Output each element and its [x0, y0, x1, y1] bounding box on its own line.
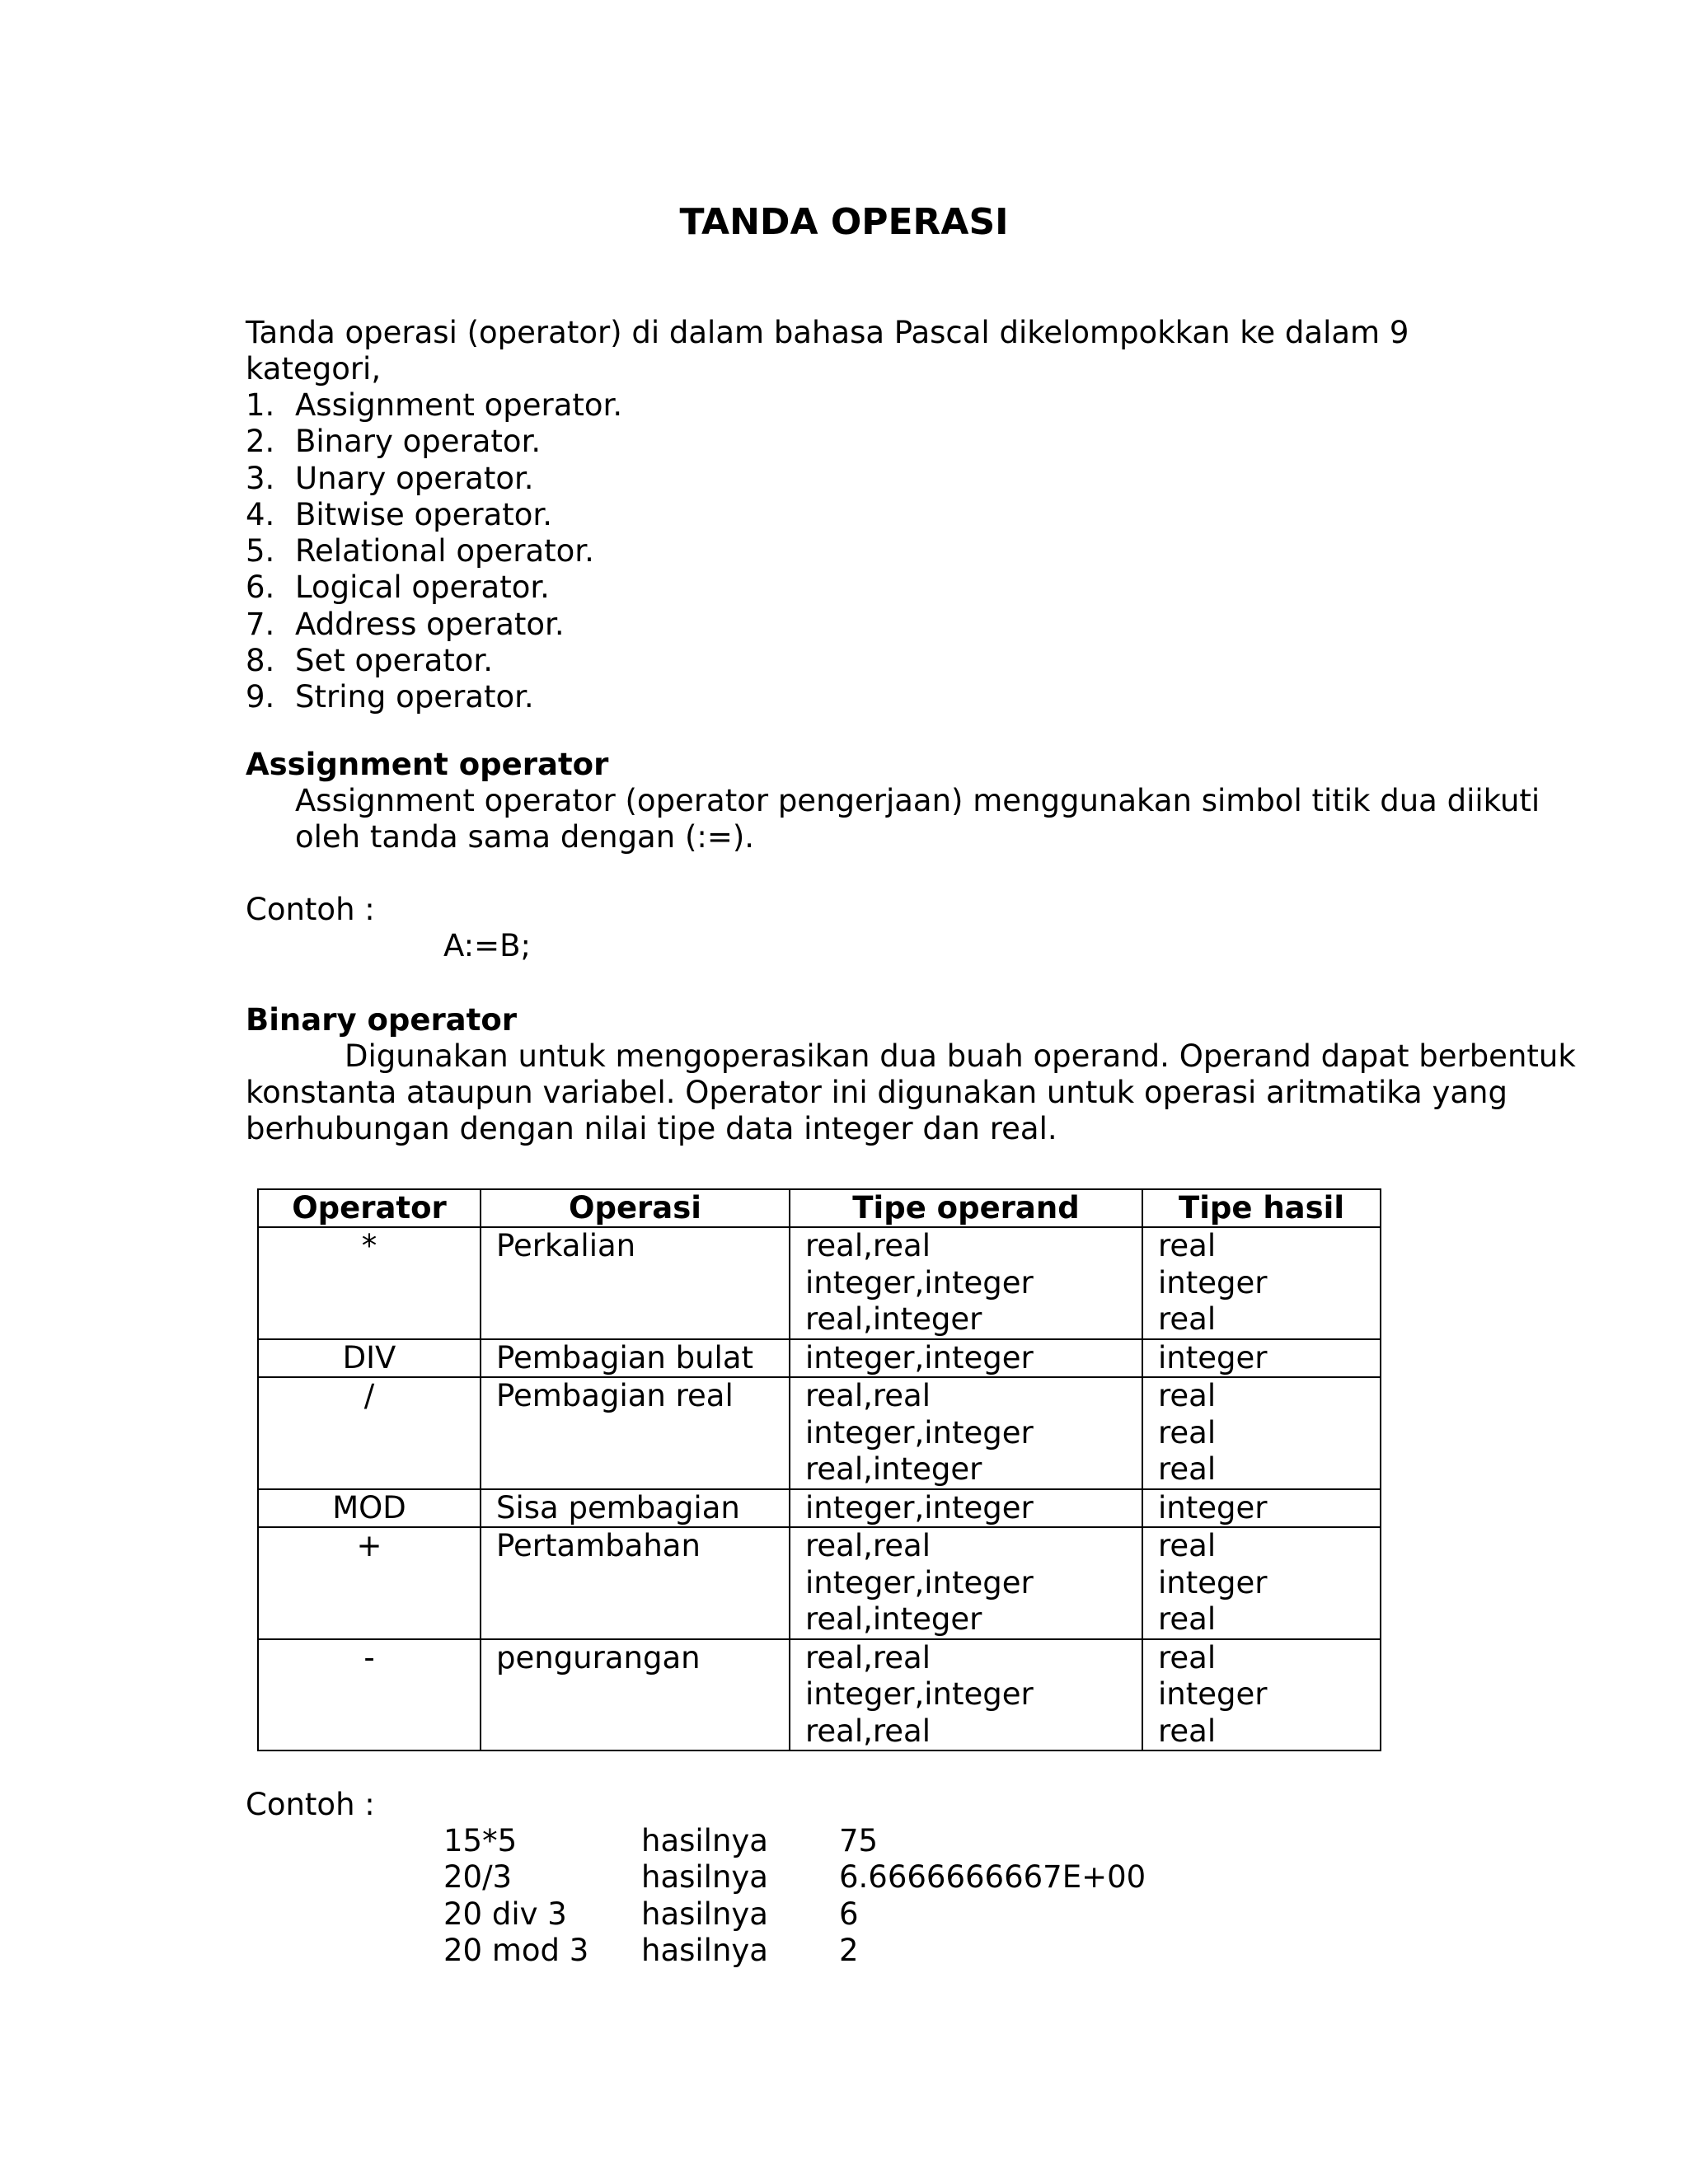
result-type: integer: [1158, 1489, 1268, 1526]
result-type: real: [1158, 1528, 1217, 1563]
list-item: [246, 387, 622, 424]
list-item: [246, 679, 622, 715]
example-expression: 20 mod 3: [443, 1932, 589, 1968]
binary-heading: Binary operator: [246, 1002, 518, 1038]
list-item: [246, 533, 622, 569]
list-item: [246, 424, 622, 460]
operation-cell: [481, 1489, 790, 1528]
page-title: TANDA OPERASI: [679, 201, 1009, 243]
list-label: String operator.: [295, 679, 534, 715]
operation-cell: [481, 1527, 790, 1639]
example-result: 6.6666666667E+00: [839, 1859, 1146, 1896]
example-expression: 15*5: [443, 1823, 518, 1858]
column-header: Tipe operand: [790, 1189, 1142, 1227]
operand-type: real,real: [805, 1378, 931, 1413]
examples-list: [443, 1823, 1146, 1969]
list-number: 8.: [246, 643, 275, 679]
operator-symbol: +: [356, 1528, 382, 1563]
examples-label: Contoh :: [246, 1787, 375, 1822]
operator-cell: [258, 1489, 481, 1528]
list-item: [246, 607, 622, 643]
result-type: integer: [1158, 1339, 1268, 1376]
category-list: [246, 387, 622, 716]
operation-name: Sisa pembagian: [496, 1489, 740, 1526]
paragraph-line: Digunakan untuk mengoperasikan dua buah operand. Operand dapat berbentuk: [345, 1038, 1576, 1074]
operator-cell: [258, 1227, 481, 1339]
example-word: hasilnya: [641, 1932, 768, 1968]
operand-type: real,real: [805, 1713, 931, 1749]
operand-cell: [790, 1339, 1142, 1378]
operand-type: integer,integer: [805, 1489, 1034, 1526]
operator-cell: [258, 1639, 481, 1751]
operation-name: pengurangan: [496, 1639, 701, 1675]
example-result: 75: [839, 1823, 879, 1858]
example-expression: 20/3: [443, 1859, 513, 1896]
operand-cell: [790, 1489, 1142, 1528]
example-row: [443, 1859, 1146, 1896]
assignment-paragraph: [295, 783, 1540, 855]
list-number: 1.: [246, 387, 275, 423]
assignment-example-code: A:=B;: [443, 928, 531, 963]
paragraph-line: oleh tanda sama dengan (:=).: [295, 819, 755, 855]
list-label: Binary operator.: [295, 424, 542, 460]
operator-symbol: MOD: [332, 1489, 406, 1526]
example-result: 2: [839, 1932, 859, 1968]
operator-symbol: /: [363, 1378, 375, 1413]
result-cell: [1142, 1527, 1381, 1639]
table-header-row: [258, 1189, 1381, 1227]
operator-table: [257, 1188, 1381, 1751]
operation-cell: [481, 1377, 790, 1489]
list-item: [246, 643, 622, 679]
assignment-example-label: Contoh :: [246, 892, 375, 927]
operator-cell: [258, 1527, 481, 1639]
operation-name: Pembagian bulat: [496, 1339, 754, 1376]
list-number: 9.: [246, 679, 275, 715]
operand-type: real,integer: [805, 1451, 982, 1487]
operation-cell: [481, 1639, 790, 1751]
column-header: Tipe hasil: [1142, 1189, 1381, 1227]
table-row: [258, 1639, 1381, 1751]
example-result: 6: [839, 1896, 859, 1932]
list-label: Assignment operator.: [295, 387, 623, 423]
result-type: real: [1158, 1451, 1217, 1487]
list-number: 6.: [246, 569, 275, 606]
operation-cell: [481, 1227, 790, 1339]
operand-cell: [790, 1227, 1142, 1339]
result-cell: [1142, 1227, 1381, 1339]
result-type: integer: [1158, 1564, 1268, 1601]
result-type: integer: [1158, 1264, 1268, 1301]
operator-symbol: DIV: [342, 1339, 396, 1376]
result-cell: [1142, 1639, 1381, 1751]
list-number: 4.: [246, 496, 275, 532]
operand-cell: [790, 1639, 1142, 1751]
result-type: real: [1158, 1378, 1217, 1413]
example-word: hasilnya: [641, 1896, 768, 1932]
operand-type: integer,integer: [805, 1339, 1034, 1376]
table-row: [258, 1377, 1381, 1489]
list-item: [246, 497, 622, 533]
result-cell: [1142, 1339, 1381, 1378]
column-header: Operator: [258, 1189, 481, 1227]
operation-name: Pembagian real: [496, 1378, 734, 1413]
example-row: [443, 1896, 1146, 1933]
table-row: [258, 1489, 1381, 1528]
list-number: 7.: [246, 606, 275, 642]
result-type: real: [1158, 1639, 1217, 1675]
operand-type: integer,integer: [805, 1414, 1034, 1451]
table-row: [258, 1227, 1381, 1339]
operand-cell: [790, 1527, 1142, 1639]
list-number: 3.: [246, 460, 275, 496]
list-item: [246, 461, 622, 497]
result-type: real: [1158, 1713, 1217, 1749]
list-item: [246, 569, 622, 606]
operand-type: integer,integer: [805, 1264, 1034, 1301]
list-label: Unary operator.: [295, 460, 534, 496]
list-label: Address operator.: [295, 606, 565, 642]
operand-type: real,integer: [805, 1301, 982, 1337]
operator-cell: [258, 1377, 481, 1489]
operator-cell: [258, 1339, 481, 1378]
result-type: real: [1158, 1228, 1217, 1263]
operand-type: integer,integer: [805, 1564, 1034, 1601]
list-label: Logical operator.: [295, 569, 550, 606]
assignment-heading: Assignment operator: [246, 747, 609, 782]
result-type: real: [1158, 1601, 1217, 1637]
operand-type: real,real: [805, 1228, 931, 1263]
operation-name: Perkalian: [496, 1228, 636, 1263]
list-label: Relational operator.: [295, 533, 594, 569]
operator-symbol: *: [361, 1228, 377, 1263]
operand-type: integer,integer: [805, 1676, 1034, 1712]
intro-paragraph: Tanda operasi (operator) di dalam bahasa Pascal dikelompokkan ke dalam 9 kategori,: [246, 315, 1409, 387]
paragraph-line: Assignment operator (operator pengerjaan) menggunakan simbol titik dua diikuti: [295, 783, 1540, 818]
list-label: Set operator.: [295, 643, 494, 679]
result-cell: [1142, 1489, 1381, 1528]
result-type: integer: [1158, 1676, 1268, 1712]
operation-cell: [481, 1339, 790, 1378]
operand-type: real,real: [805, 1639, 931, 1675]
binary-paragraph: [246, 1038, 1576, 1147]
example-expression: 20 div 3: [443, 1896, 567, 1932]
list-number: 5.: [246, 533, 275, 569]
list-number: 2.: [246, 424, 275, 460]
example-word: hasilnya: [641, 1859, 768, 1896]
operand-type: real,integer: [805, 1601, 982, 1637]
example-word: hasilnya: [641, 1823, 768, 1858]
list-label: Bitwise operator.: [295, 496, 553, 532]
result-type: real: [1158, 1414, 1217, 1451]
table-row: [258, 1339, 1381, 1378]
result-type: real: [1158, 1301, 1217, 1337]
example-row: [443, 1823, 1146, 1859]
operand-cell: [790, 1377, 1142, 1489]
column-header: Operasi: [481, 1189, 790, 1227]
example-row: [443, 1933, 1146, 1969]
result-cell: [1142, 1377, 1381, 1489]
table-row: [258, 1527, 1381, 1639]
operator-symbol: -: [363, 1639, 375, 1675]
paragraph-line: berhubungan dengan nilai tipe data integer dan real.: [246, 1111, 1057, 1146]
operation-name: Pertambahan: [496, 1528, 701, 1563]
paragraph-line: konstanta ataupun variabel. Operator ini digunakan untuk operasi aritmatika yang: [246, 1075, 1507, 1110]
operand-type: real,real: [805, 1528, 931, 1563]
